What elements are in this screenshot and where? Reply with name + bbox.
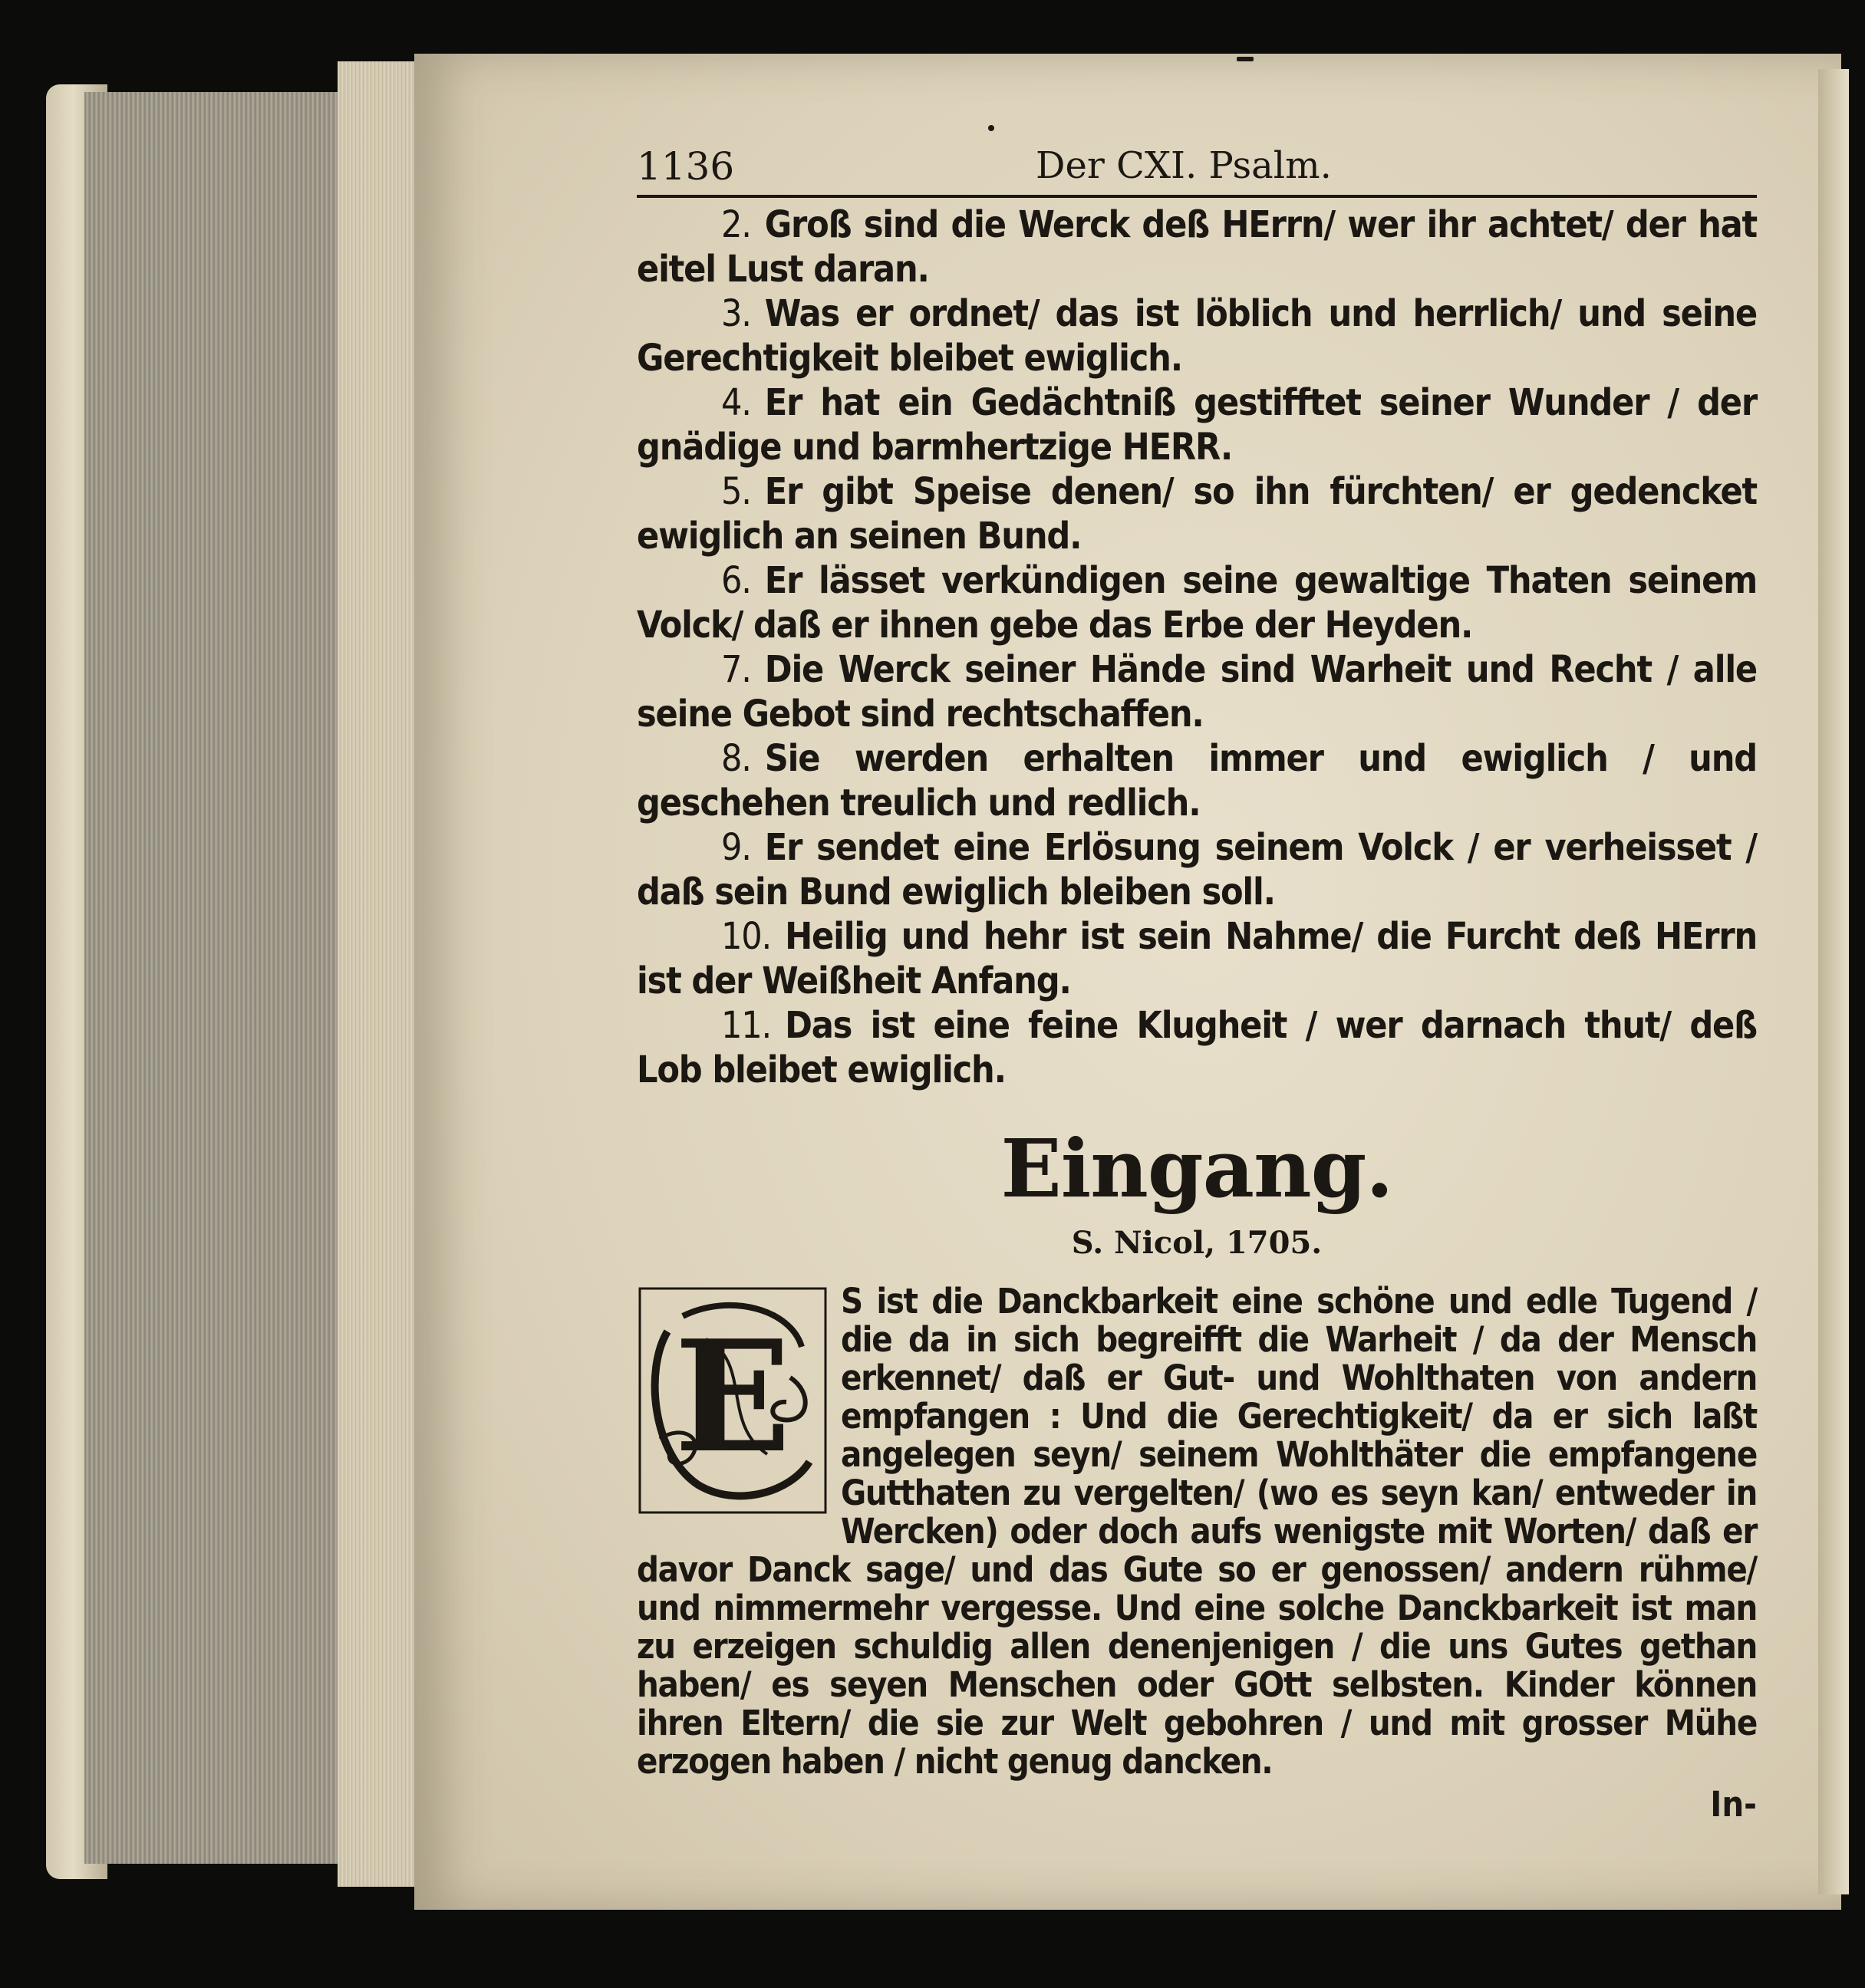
header-rule	[637, 195, 1757, 198]
ink-speck	[1237, 57, 1254, 61]
verse	[637, 202, 1757, 291]
section-author: S. Nicol, 1705.	[1071, 1225, 1323, 1261]
verse-list	[637, 202, 1757, 1092]
catchword: In-	[1710, 1784, 1757, 1825]
verse-text: Das ist eine feine Klugheit / wer darnach thut/ deß Lob bleibet ewiglich.	[637, 1004, 1757, 1091]
verse	[637, 1003, 1757, 1092]
verse	[637, 291, 1757, 380]
verse-number: 5.	[721, 470, 751, 513]
verse-text: Er lässet verkündigen seine gewaltige Thaten seinem Volck/ daß er ihnen gebe das Erbe der Heyden.	[637, 559, 1757, 647]
verse	[637, 380, 1757, 469]
running-title: Der CXI. Psalm.	[1036, 144, 1332, 187]
verse-number: 10.	[721, 915, 772, 958]
verse	[637, 914, 1757, 1003]
running-header	[637, 144, 1757, 189]
ink-speck	[988, 125, 994, 131]
verse-number: 3.	[721, 292, 751, 335]
decorated-initial-icon	[637, 1285, 829, 1516]
verse	[637, 469, 1757, 558]
verse	[637, 825, 1757, 914]
section-heading: Eingang.	[1000, 1121, 1393, 1216]
verse-number: 7.	[721, 648, 751, 691]
verse-number: 4.	[721, 381, 751, 424]
verse	[637, 647, 1757, 736]
verse-text: Die Werck seiner Hände sind Warheit und Recht / alle seine Gebot sind rechtschaffen.	[637, 648, 1757, 736]
verse-text: Sie werden erhalten immer und ewiglich / und geschehen treulich und redlich.	[637, 737, 1757, 824]
verse	[637, 736, 1757, 825]
verse-number: 6.	[721, 559, 751, 602]
verse-text: Heilig und hehr ist sein Nahme/ die Furcht deß HErrn ist der Weißheit Anfang.	[637, 915, 1757, 1002]
page-number: 1136	[637, 144, 735, 189]
verse-text: Er gibt Speise denen/ so ihn fürchten/ er gedencket ewiglich an seinen Bund.	[637, 470, 1757, 558]
verse-number: 2.	[721, 203, 751, 246]
verse-number: 11.	[721, 1004, 772, 1047]
verse-number: 9.	[721, 826, 751, 869]
book-gutter	[1818, 69, 1849, 1894]
verse-text: Groß sind die Werck deß HErrn/ wer ihr achtet/ der hat eitel Lust daran.	[637, 203, 1757, 291]
page-block-edges	[84, 92, 361, 1864]
verse-text: Was er ordnet/ das ist löblich und herrlich/ und seine Gerechtigkeit bleibet ewiglich.	[637, 292, 1757, 380]
page-content	[637, 144, 1757, 1825]
verse-number: 8.	[721, 737, 751, 780]
verse	[637, 558, 1757, 647]
intro-text: S ist die Danckbarkeit eine schöne und edle Tugend / die da in sich begreifft die Warheit / da der Mensch erkennet/ daß er Gut- und Wohlthaten von andern empfangen : Und die Gerechtigkeit/ da er sich laßt angelegen seyn/ seinem Wohlthäter die empfangene Gutthaten zu vergelten/ (wo es seyn kan/ entweder in Wercken) oder doch aufs wenigste mit Worten/ daß er davor Danck sage/ und das Gute so er genossen/ andern rühme/ und nimmermehr vergesse. Und eine solche Danckbarkeit ist man zu erzeigen schuldig allen denenjenigen / die uns Gutes gethan haben/ es seyen Menschen oder GOtt selbsten. Kinder können ihren Eltern/ die sie zur Welt gebohren / und mit grosser Mühe erzogen haben / nicht genug dancken.	[637, 1281, 1757, 1782]
verse-text: Er hat ein Gedächtniß gestifftet seiner Wunder / der gnädige und barmhertzige HERR.	[637, 381, 1757, 469]
initial-letter: E	[674, 1307, 792, 1487]
intro-paragraph	[637, 1282, 1757, 1825]
verse-text: Er sendet eine Erlösung seinem Volck / er verheisset / daß sein Bund ewiglich bleiben soll.	[637, 826, 1757, 913]
